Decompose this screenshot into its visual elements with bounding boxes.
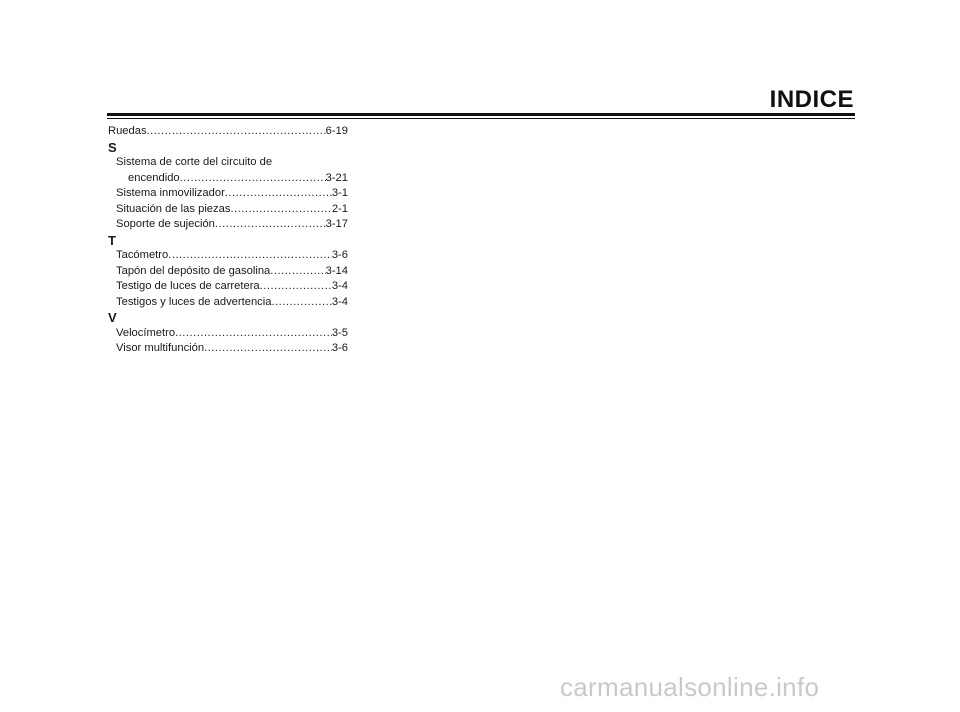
index-entry-inmovilizador	[108, 186, 348, 202]
dot-leader	[260, 279, 332, 295]
index-entry-situacion	[108, 202, 348, 218]
index-entry-name: Testigo de luces de carretera	[116, 280, 260, 292]
index-entry-velocimetro	[108, 326, 348, 342]
index-entry-page: 3-21	[325, 171, 348, 184]
index-letter-v: V	[108, 310, 117, 325]
index-entry-page: 3-6	[331, 342, 348, 354]
index-entry-name: Tapón del depósito de gasolina	[116, 264, 271, 277]
index-letter-s: S	[108, 139, 117, 155]
dot-leader	[225, 186, 332, 202]
index-entry-testigo-carretera	[108, 279, 348, 295]
index-entry-name: Testigos y luces de advertencia	[116, 295, 272, 308]
dot-leader	[147, 124, 326, 140]
dot-leader	[175, 326, 332, 342]
index-entry-testigos-advertencia	[108, 295, 348, 311]
index-entry-name: Sistema inmovilizador	[116, 187, 225, 199]
index-entry-name: Visor multifunción	[116, 342, 205, 354]
index-entry-sistema-corte-line1: Sistema de corte del circuito de	[116, 156, 273, 168]
dot-leader	[230, 202, 331, 218]
dot-leader	[271, 295, 331, 311]
page-title: INDICE	[769, 86, 854, 113]
header-rule-thin	[107, 118, 855, 119]
index-entry-name: Tacómetro	[116, 249, 169, 261]
header-rule-thick	[107, 113, 855, 116]
watermark: carmanualsonline.info	[560, 672, 820, 702]
index-entry-page: 3-4	[331, 280, 348, 292]
index-entry-page: 3-5	[331, 326, 348, 339]
index-entry-page: 3-14	[325, 264, 348, 277]
index-entry-page: 2-1	[331, 202, 348, 215]
index-entry-sistema-corte	[108, 171, 348, 187]
index-entry-name: Velocímetro	[116, 326, 176, 339]
index-entry-page: 6-19	[325, 125, 348, 137]
index-entry-page: 3-1	[331, 187, 348, 199]
index-entry-name: Situación de las piezas	[116, 202, 231, 215]
index-letter-t: T	[108, 232, 116, 248]
dot-leader	[270, 264, 325, 280]
index-entry-ruedas	[108, 124, 348, 140]
index-entry-tapon	[108, 264, 348, 280]
index-entry-page: 3-17	[325, 218, 348, 230]
index-entry-page: 3-6	[331, 249, 348, 261]
index-entry-name: encendido	[128, 171, 180, 184]
index-column	[108, 124, 348, 357]
dot-leader	[180, 171, 326, 187]
dot-leader	[204, 341, 332, 357]
index-entry-tacometro	[108, 248, 348, 264]
index-entry-name: Ruedas	[108, 125, 147, 137]
index-entry-name: Soporte de sujeción	[116, 218, 215, 230]
index-entry-visor	[108, 341, 348, 357]
dot-leader	[168, 248, 332, 264]
index-entry-page: 3-4	[331, 295, 348, 308]
index-entry-soporte	[108, 217, 348, 233]
dot-leader	[215, 217, 326, 233]
